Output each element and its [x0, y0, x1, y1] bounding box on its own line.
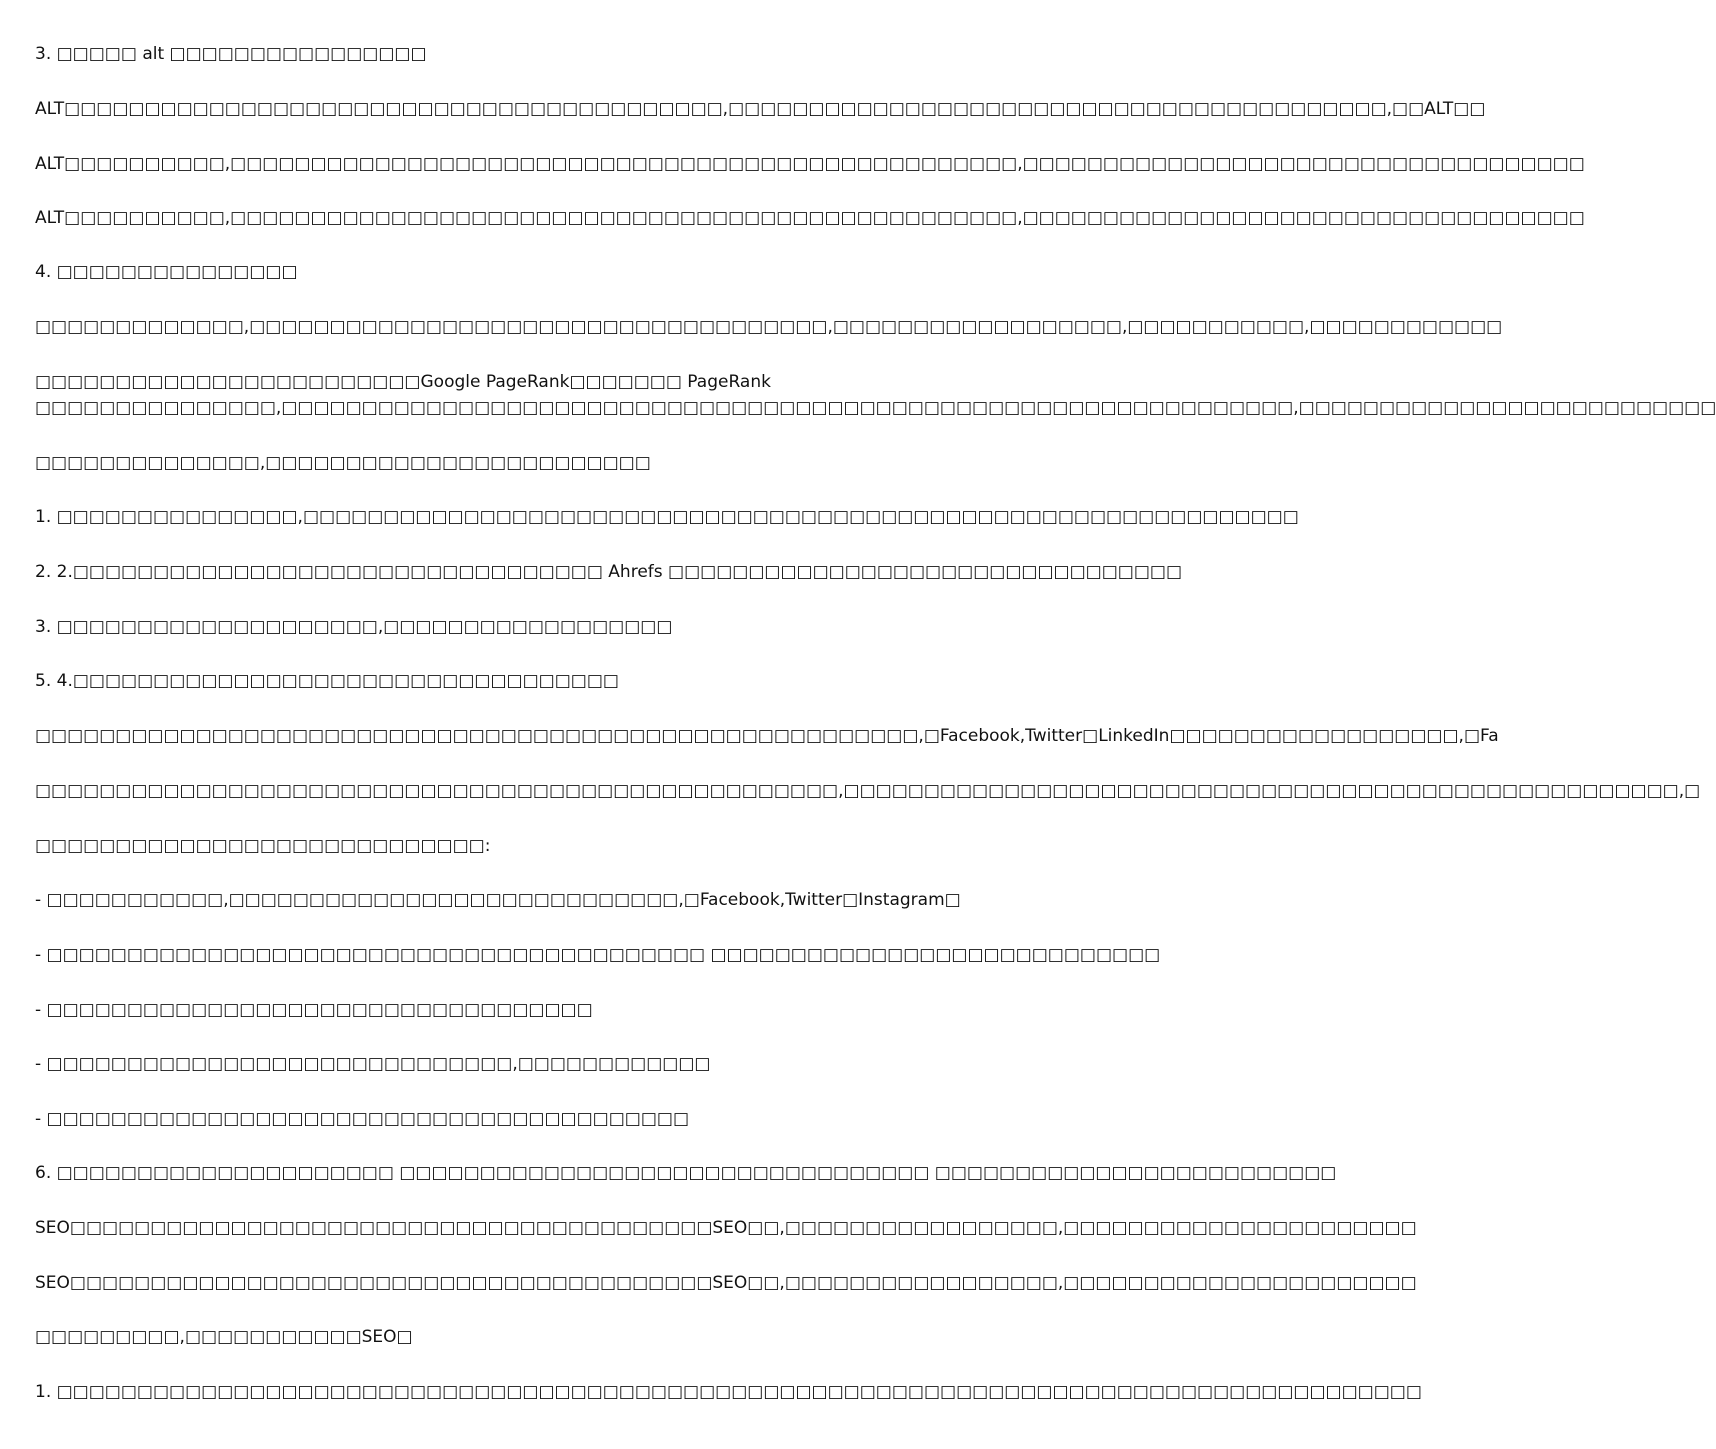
paragraph: ALT□□□□□□□□□□,□□□□□□□□□□□□□□□□□□□□□□□□□□□□□□□□□□□□□□□□□□□□□□□□□,□□□□□□□□□□□□□□□□□□□□□□□□□□□□□□□□□□□	[35, 154, 1585, 174]
bullet-item: - □□□□□□□□□□□□□□□□□□□□□□□□□□□□□□□□□□□□□□□□	[35, 1109, 690, 1129]
document-page	[35, 0, 1716, 1449]
paragraph: ALT□□□□□□□□□□□□□□□□□□□□□□□□□□□□□□□□□□□□□□□□□,□□□□□□□□□□□□□□□□□□□□□□□□□□□□□□□□□□□□□□□□□,□□ALT□□	[35, 99, 1486, 119]
paragraph-seo: SEO□□□□□□□□□□□□□□□□□□□□□□□□□□□□□□□□□□□□□□□□SEO□□,□□□□□□□□□□□□□□□□□,□□□□□□□□□□□□□□□□□□□□□□	[35, 1273, 1417, 1293]
heading-section-6: 6. □□□□□□□□□□□□□□□□□□□□□ □□□□□□□□□□□□□□□□□□□□□□□□□□□□□□□□□ □□□□□□□□□□□□□□□□□□□□□□□□□	[35, 1163, 1337, 1183]
paragraph-continued: □□□□□□□□□□□□□□□,□□□□□□□□□□□□□□□□□□□□□□□□□□□□□□□□□□□□□□□□□□□□□□□□□□□□□□□□□□□□□□□,□□□□□□□□□□□□□□□□□□□□□□□□□□	[35, 398, 1716, 418]
paragraph: □□□□□□□□□□□□□,□□□□□□□□□□□□□□□□□□□□□□□□□□□□□□□□□□□□,□□□□□□□□□□□□□□□□□□,□□□□□□□□□□□,□□□□□□□□□□□□	[35, 317, 1503, 337]
paragraph: □□□□□□□□□□□□□□□□□□□□□□□□□□□□□□□□□□□□□□□□□□□□□□□□□□,□□□□□□□□□□□□□□□□□□□□□□□□□□□□□□□□□□□□□□□□□□□□□□□□□□□□,□	[35, 781, 1701, 801]
heading-section-5: 5. 4.□□□□□□□□□□□□□□□□□□□□□□□□□□□□□□□□□□	[35, 671, 619, 691]
list-item: 1. □□□□□□□□□□□□□□□,□□□□□□□□□□□□□□□□□□□□□□□□□□□□□□□□□□□□□□□□□□□□□□□□□□□□□□□□□□□□□□	[35, 507, 1299, 527]
paragraph-seo: SEO□□□□□□□□□□□□□□□□□□□□□□□□□□□□□□□□□□□□□□□□SEO□□,□□□□□□□□□□□□□□□□□,□□□□□□□□□□□□□□□□□□□□□□	[35, 1218, 1417, 1238]
paragraph: □□□□□□□□□□□□□□,□□□□□□□□□□□□□□□□□□□□□□□□	[35, 453, 651, 473]
bullet-item: - □□□□□□□□□□□□□□□□□□□□□□□□□□□□□□□□□□□□□□□□□ □□□□□□□□□□□□□□□□□□□□□□□□□□□□	[35, 945, 1161, 965]
paragraph: □□□□□□□□□,□□□□□□□□□□□SEO□	[35, 1327, 413, 1347]
paragraph-social: □□□□□□□□□□□□□□□□□□□□□□□□□□□□□□□□□□□□□□□□□□□□□□□□□□□□□□□,□Facebook,Twitter□LinkedIn□□□□□□□□□□□□□□□□□□,□Fa	[35, 726, 1499, 746]
heading-alt-attribute: 3. □□□□□ alt □□□□□□□□□□□□□□□□	[35, 44, 427, 64]
heading-section-4: 4. □□□□□□□□□□□□□□□	[35, 262, 298, 282]
list-item: 1. □□□□□□□□□□□□□□□□□□□□□□□□□□□□□□□□□□□□□□□□□□□□□□□□□□□□□□□□□□□□□□□□□□□□□□□□□□□□□□□□□□□□□	[35, 1382, 1422, 1402]
bullet-item: - □□□□□□□□□□□,□□□□□□□□□□□□□□□□□□□□□□□□□□□□,□Facebook,Twitter□Instagram□	[35, 890, 961, 910]
paragraph-pagerank: □□□□□□□□□□□□□□□□□□□□□□□□Google PageRank□□□□□□□ PageRank	[35, 372, 771, 392]
bullet-item: - □□□□□□□□□□□□□□□□□□□□□□□□□□□□□□□□□□	[35, 1000, 593, 1020]
list-item: 3. □□□□□□□□□□□□□□□□□□□□,□□□□□□□□□□□□□□□□□□	[35, 617, 673, 637]
list-item: 2. 2.□□□□□□□□□□□□□□□□□□□□□□□□□□□□□□□□□ Ahrefs □□□□□□□□□□□□□□□□□□□□□□□□□□□□□□□□	[35, 562, 1183, 582]
bullet-item: - □□□□□□□□□□□□□□□□□□□□□□□□□□□□□,□□□□□□□□□□□□	[35, 1054, 711, 1074]
paragraph-list-intro: □□□□□□□□□□□□□□□□□□□□□□□□□□□□:	[35, 836, 491, 856]
paragraph: ALT□□□□□□□□□□,□□□□□□□□□□□□□□□□□□□□□□□□□□□□□□□□□□□□□□□□□□□□□□□□□,□□□□□□□□□□□□□□□□□□□□□□□□□□□□□□□□□□□	[35, 208, 1585, 228]
